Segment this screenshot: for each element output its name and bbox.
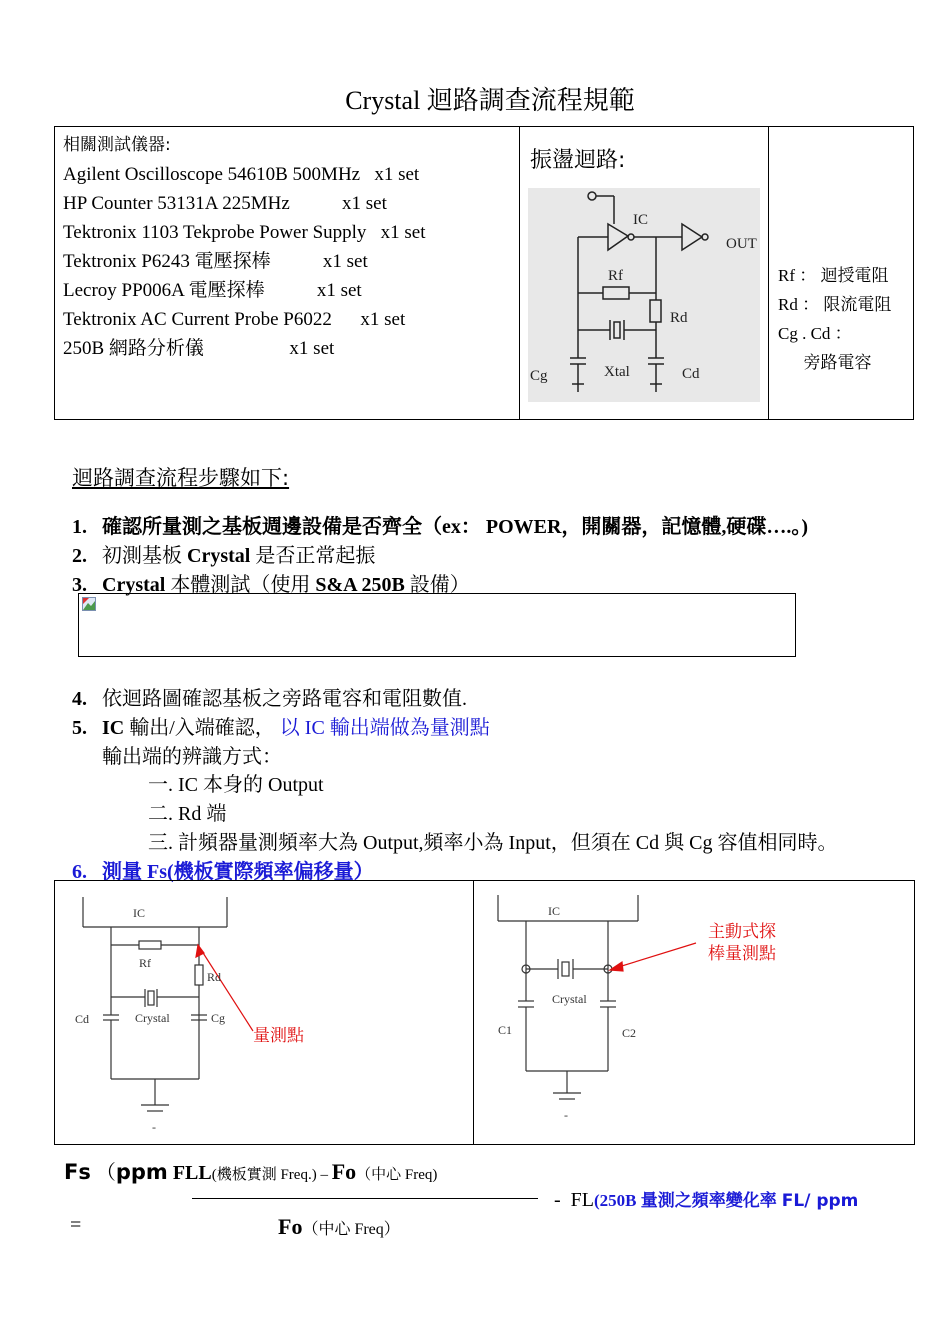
osc-label-ic: IC (633, 212, 648, 228)
osc-label-xtal: Xtal (604, 364, 630, 380)
probe-measure-circuit (474, 881, 914, 1139)
right-measure-point-label-1: 主動式探 (708, 922, 776, 942)
equipment-row: Tektronix AC Current Probe P6022 x1 set (63, 309, 406, 330)
measurement-circuits-table (54, 880, 915, 1145)
page-title: Crystal 迴路調查流程規範 (345, 86, 635, 115)
broken-image-icon (82, 597, 96, 611)
circuit-right-cell (474, 881, 915, 1145)
equipment-row: HP Counter 53131A 225MHz x1 set (63, 193, 387, 214)
equipment-cell (55, 127, 520, 420)
step-number: 5. (72, 717, 87, 739)
formula-denominator (278, 1214, 400, 1240)
svg-text:-: - (152, 1120, 156, 1134)
step-4 (72, 682, 467, 711)
right-label-c1: C1 (498, 1023, 513, 1037)
osc-label-cd: Cd (682, 366, 700, 382)
step-text: 確認所量測之基板週邊設備是否齊全（ex： POWER，開關器，記憶體,硬碟….。) (102, 516, 809, 538)
right-label-ic: IC (548, 904, 560, 918)
formula-ppm: ppm (115, 1160, 168, 1184)
step-text-highlight: 以 IC 輸出端做為量測點 (274, 717, 490, 739)
fraction-line (192, 1198, 538, 1199)
equipment-row: Lecroy PP006A 電壓探棒 x1 set (63, 280, 362, 301)
step-2 (72, 539, 375, 568)
formula-numerator (64, 1156, 437, 1185)
left-label-rd: Rd (207, 970, 222, 984)
right-label-crystal: Crystal (552, 992, 587, 1006)
formula-fll-note: (機板實測 Freq.) – (211, 1167, 332, 1183)
svg-text:-: - (564, 1108, 568, 1122)
oscillator-cell (520, 127, 769, 420)
broken-image-frame (78, 593, 796, 657)
formula-fll: FLL (172, 1162, 212, 1184)
formula-den-fo: Fo (278, 1214, 303, 1239)
formula-fo: Fo (331, 1159, 357, 1184)
step-text: 本體測試（使用 (165, 574, 316, 596)
osc-label-rd: Rd (670, 310, 688, 326)
left-label-cd: Cd (75, 1012, 90, 1026)
step-number: 2. (72, 545, 87, 567)
step-number: 6. (72, 861, 87, 883)
formula-minus: - (554, 1189, 561, 1211)
circuit-left-cell (55, 881, 474, 1145)
step-text: 測量 Fs(機板實際頻率偏移量） (102, 861, 374, 883)
step-1 (72, 510, 808, 539)
left-label-crystal: Crystal (135, 1011, 170, 1025)
legend-cg-cd: Cg . Cd ： (778, 324, 852, 343)
equipment-table (54, 126, 914, 420)
step-5 (72, 711, 490, 740)
formula-fs: Fs (64, 1160, 91, 1184)
step-5-item: 三. 計頻器量測頻率大為 Output,頻率小為 Input，但須在 Cd 與 Cg 容值相同時。 (148, 832, 838, 854)
step-5-subtitle: 輸出端的辨識方式： (102, 746, 282, 768)
left-measure-point-label: 量測點 (253, 1026, 304, 1046)
formula-den-note: （中心 Freq） (302, 1221, 400, 1238)
left-label-rf: Rf (139, 956, 151, 970)
formula-fl-term (554, 1186, 858, 1212)
steps-title: 迴路調查流程步驟如下: (72, 466, 290, 490)
step-5-item: 一. IC 本身的 Output (148, 774, 324, 796)
equipment-row: Tektronix 1103 Tekprobe Power Supply x1 set (63, 222, 426, 243)
oscillator-title: 振盪迴路: (530, 148, 626, 173)
right-measure-point-label-2: 棒量測點 (708, 944, 776, 964)
step-text-bold: S&A 250B (315, 574, 405, 596)
legend-rd: Rd ： 限流電阻 (778, 295, 892, 314)
legend-cell (769, 127, 914, 420)
formula-fo-note: （中心 Freq) (356, 1167, 438, 1183)
step-text: 初測基板 (102, 545, 187, 567)
oscillator-circuit-diagram (528, 188, 760, 402)
formula-equals: = (70, 1214, 82, 1236)
step-number: 3. (72, 574, 87, 596)
formula-fl-note: (250B 量測之頻率變化率 (594, 1191, 777, 1210)
step-text: 設備） (404, 574, 470, 596)
legend-rf: Rf ： 迴授電阻 (778, 266, 889, 285)
osc-label-cg: Cg (530, 368, 548, 384)
formula-fl-ppm: FL/ ppm (781, 1191, 859, 1211)
equipment-row: 250B 網路分析儀 x1 set (63, 338, 335, 359)
step-text-bold: Crystal (187, 545, 251, 567)
equipment-row: Agilent Oscilloscope 54610B 500MHz x1 set (63, 164, 420, 185)
step-number: 4. (72, 688, 87, 710)
formula-open-paren: （ (95, 1160, 116, 1184)
right-label-c2: C2 (622, 1026, 637, 1040)
left-label-cg: Cg (211, 1011, 226, 1025)
step-text-bold: Crystal (102, 574, 166, 596)
equipment-header: 相關測試儀器: (63, 135, 171, 155)
osc-label-out: OUT (726, 236, 757, 252)
step-text: 依迴路圖確認基板之旁路電容和電阻數值. (102, 688, 467, 710)
osc-label-rf: Rf (608, 268, 623, 284)
legend-bypass: 旁路電容 (778, 353, 872, 372)
step-text: 輸出/入端確認， (124, 717, 275, 739)
equipment-row: Tektronix P6243 電壓探棒 x1 set (63, 251, 368, 272)
formula-fl: FL (570, 1189, 595, 1211)
step-number: 1. (72, 516, 87, 538)
step-5-item: 二. Rd 端 (148, 803, 227, 825)
left-label-ic: IC (133, 906, 145, 920)
step-text-bold: IC (102, 717, 125, 739)
step-text: 是否正常起振 (250, 545, 376, 567)
rd-measure-circuit (55, 881, 473, 1139)
